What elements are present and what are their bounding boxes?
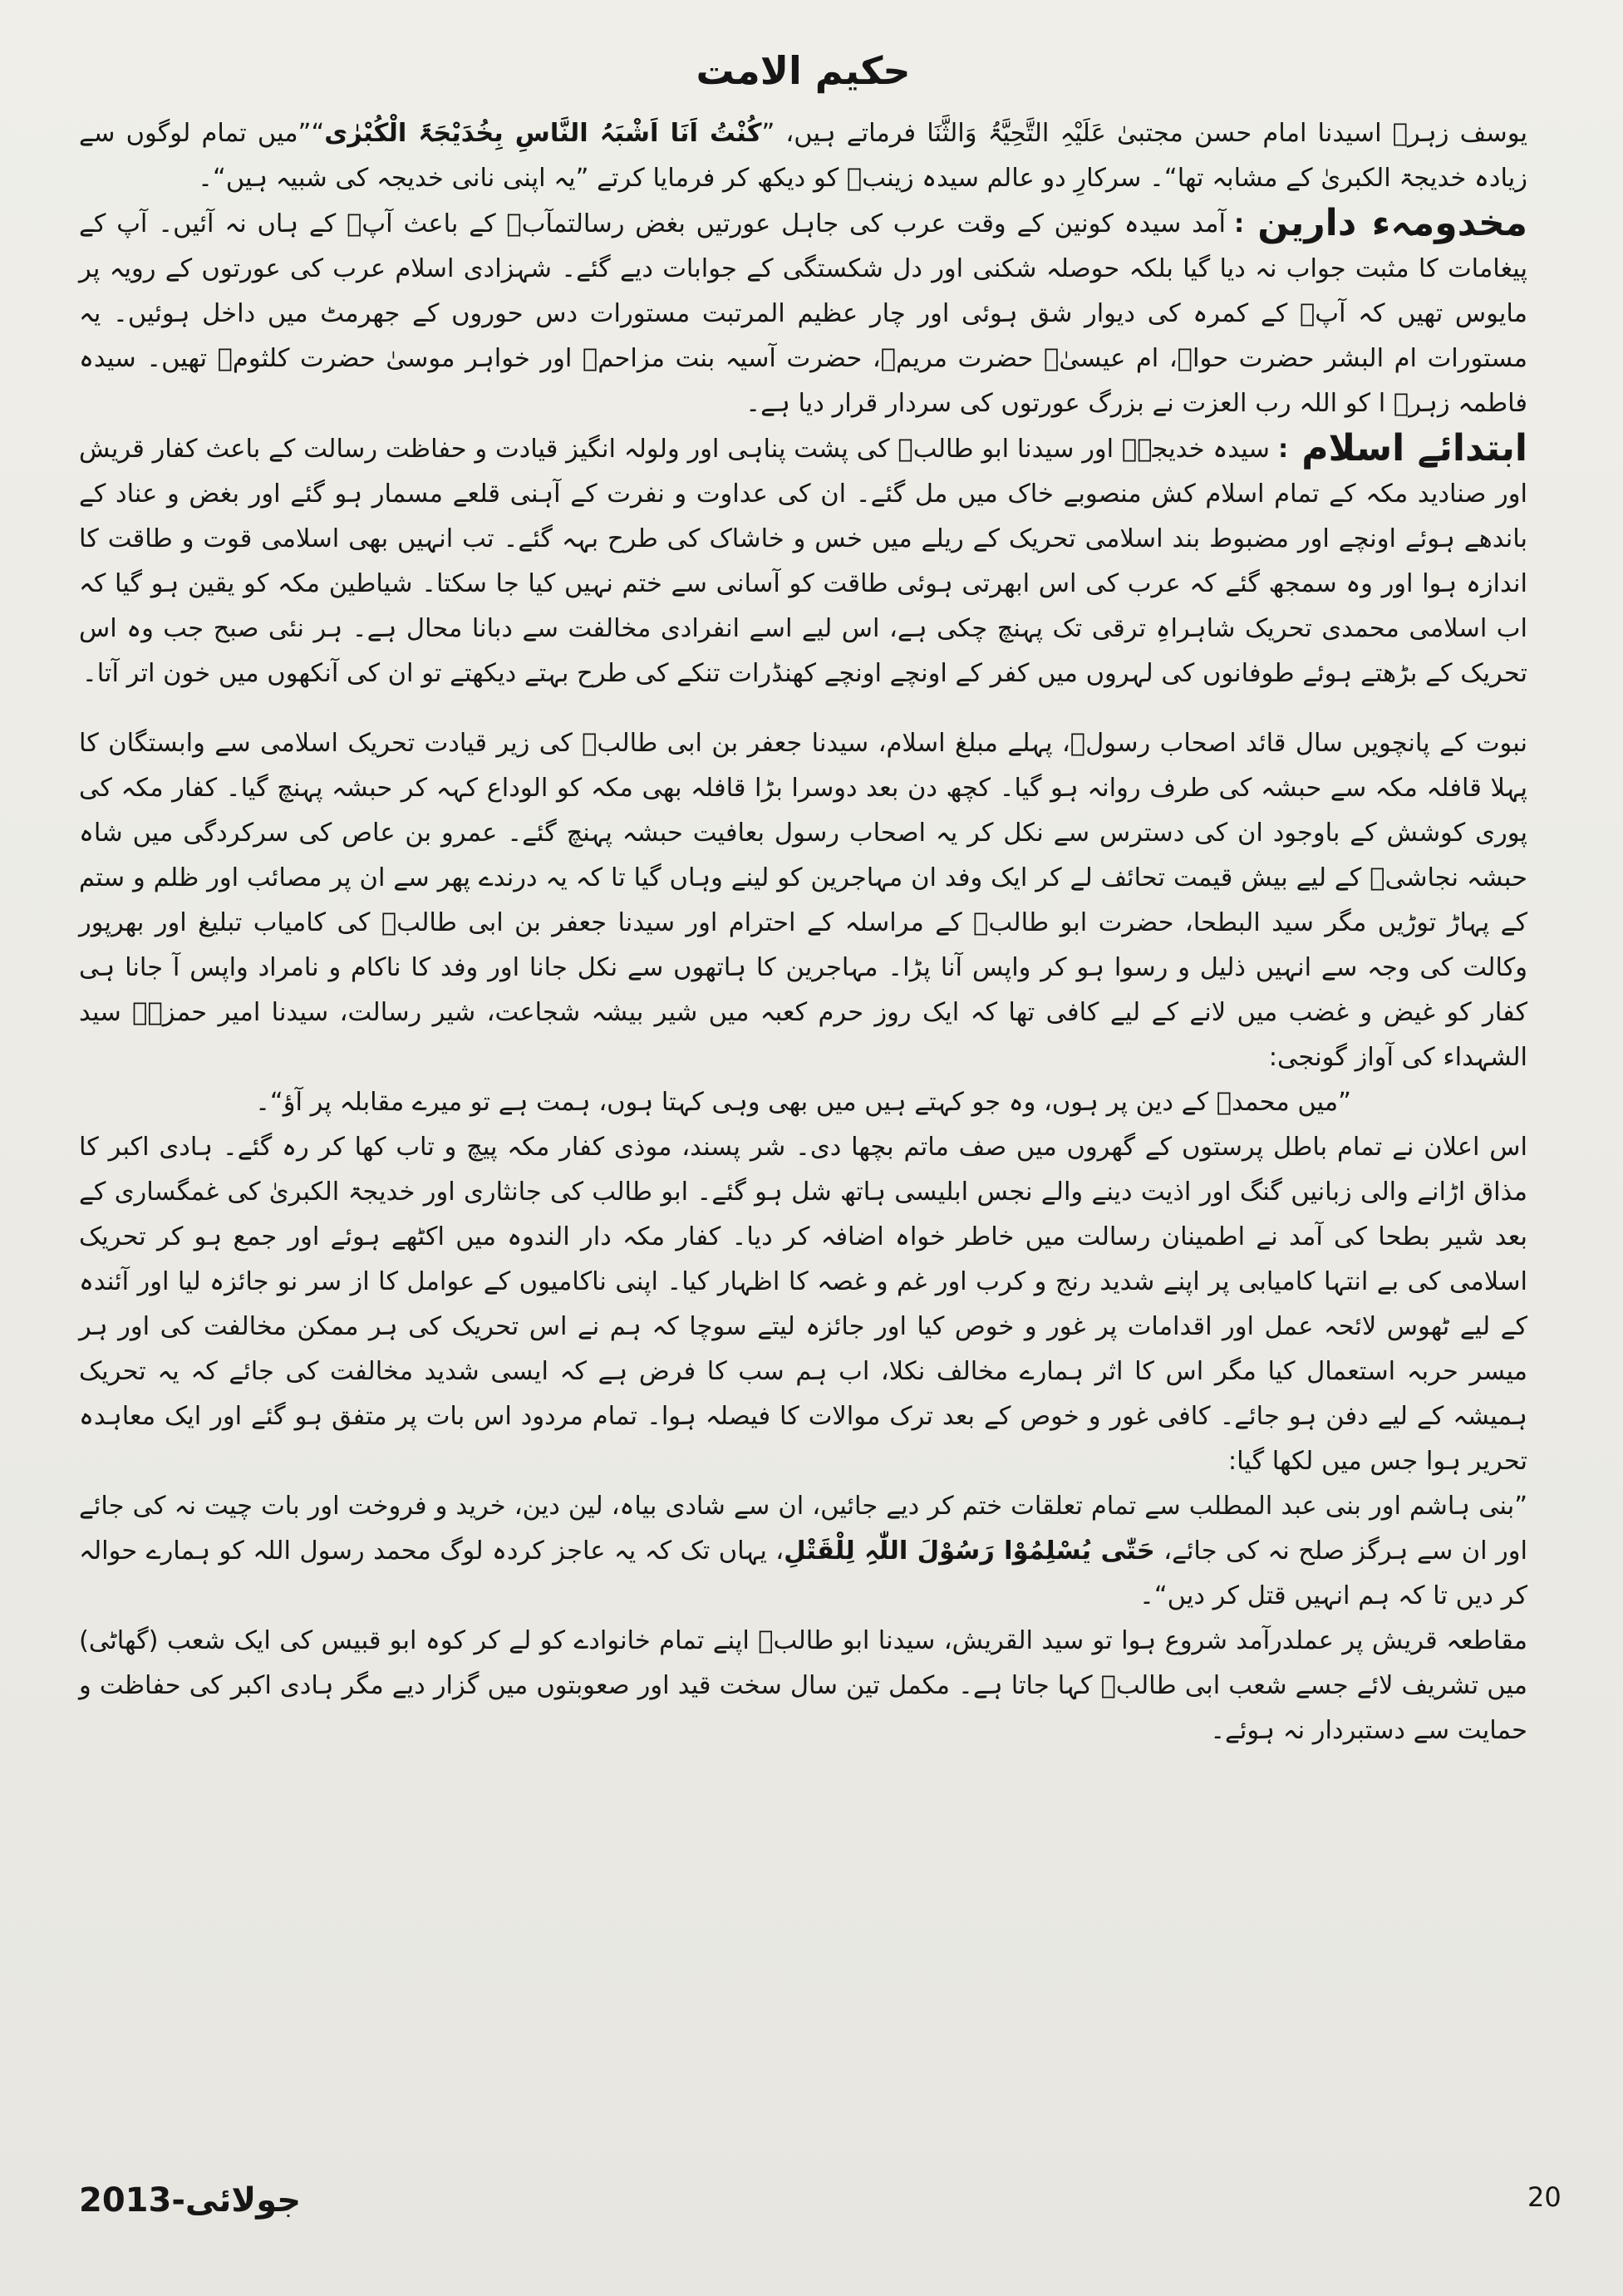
heading-separator: : — [1234, 209, 1245, 238]
section-makhdooma — [79, 201, 1527, 426]
intro-text-continued: “”میں تمام لوگوں سے زیادہ خدیجۃ الکبریٰ کے مشابہ تھا“۔ سرکارِ دو عالم سیدہ زینبؑ کو دیکھ کر فرمایا کرتے ”یہ اپنی نانی خدیجہ کی شبیہ ہیں“۔ — [79, 119, 1527, 193]
treaty-text: ”بنی ہاشم اور بنی عبد المطلب سے تمام تعلقات ختم کر دیے جائیں، ان سے شادی بیاہ، لین دین، خرید و فروخت اور بات چیت نہ کی جائے اور ان سے ہرگز صلح نہ کی جائے، — [79, 1492, 1527, 1566]
paragraph-hijrat: نبوت کے پانچویں سال قائد اصحاب رسولؐ، پہلے مبلغ اسلام، سیدنا جعفر بن ابی طالبؑ کی زیر قیادت تحریک اسلامی سے وابستگان کا پہلا قافلہ مکہ سے حبشہ کی طرف روانہ ہو گیا۔ کچھ دن بعد دوسرا بڑا قافلہ بھی مکہ کو الوداع کہہ کر حبشہ پہنچ گیا۔ کفار مکہ کی پوری کوشش کے باوجود ان کی دسترس سے نکل کر یہ اصحاب رسول بعافیت حبشہ پہنچ گئے۔ عمرو بن عاص کی سرکردگی میں شاہ حبشہ نجاشیؓ کے لیے بیش قیمت تحائف لے کر ایک وفد ان مہاجرین کو لینے وہاں گیا تا کہ یہ درندے پھر سے ان پر مصائب اور ظلم و ستم کے پہاڑ توڑیں مگر سید البطحا، حضرت ابو طالبؑ کے مراسلہ کے احترام اور سیدنا جعفر بن ابی طالبؑ کی کامیاب تبلیغ اور بھرپور وکالت کی وجہ سے انہیں ذلیل و رسوا ہو کر واپس آنا پڑا۔ مہاجرین کا ہاتھوں سے نکل جانا اور وفد کا ناکام و نامراد واپس آ جانا ہی کفار کو غیض و غضب میں لانے کے لیے کافی تھا کہ ایک روز حرم کعبہ میں شیر بیشہ شجاعت، شیر رسالت، سیدنا امیر حمزہؑ سید الشہداء کی آواز گونجی: — [79, 729, 1527, 1072]
intro-paragraph — [79, 111, 1527, 201]
paragraph-boycott: مقاطعہ قریش پر عملدرآمد شروع ہوا تو سید القریش، سیدنا ابو طالبؑ اپنے تمام خانوادے کو لے کر کوہ ابو قبیس کی ایک شعب (گھاٹی) میں تشریف لائے جسے شعب ابی طالبؑ کہا جاتا ہے۔ مکمل تین سال سخت قید اور صعوبتوں میں گزار دیے مگر ہادی اکبر کی حفاظت و حمایت سے دستبردار نہ ہوئے۔ — [79, 1626, 1527, 1745]
section-heading-makhdooma: مخدومہء دارین — [1257, 202, 1528, 244]
issue-date: جولائی-2013 — [79, 2181, 302, 2220]
section-paragraph-ibtida: سیدہ خدیجہؑ اور سیدنا ابو طالبؑ کی پشت پناہی اور ولولہ انگیز قیادت و حفاظت رسالت کے باعث کفار قریش اور صنادید مکہ کے تمام اسلام کش منصوبے خاک میں مل گئے۔ ان کی عداوت و نفرت کے آہنی قلعے مسمار ہو گئے اور بغض و عناد کے باندھے ہوئے اونچے اور مضبوط بند اسلامی تحریک کے ریلے میں خس و خاشاک کی طرح بہہ گئے۔ تب انہیں بھی اسلامی قوت و طاقت کا اندازہ ہوا اور وہ سمجھ گئے کہ عرب کی اس ابھرتی ہوئی طاقت کو آسانی سے ختم نہیں کیا جا سکتا۔ شیاطین مکہ کو یقین ہو گیا کہ اب اسلامی محمدی تحریک شاہراہِ ترقی تک پہنچ چکی ہے، اس لیے اسے انفرادی مخالفت سے دبانا محال ہے۔ ہر نئی صبح جب وہ اس تحریک کے بڑھتے ہوئے طوفانوں کی لہروں میں کفر کے اونچے اونچے کھنڈرات تنکے کی طرح بہتے دیکھتے تو ان کی آنکھوں میں خون اتر آتا۔ — [79, 435, 1527, 688]
paragraph-reaction: اس اعلان نے تمام باطل پرستوں کے گھروں میں صف ماتم بچھا دی۔ شر پسند، موذی کفار مکہ پیچ و تاب کھا کر رہ گئے۔ ہادی اکبر کا مذاق اڑانے والی زبانیں گنگ اور اذیت دینے والے نجس ابلیسی ہاتھ شل ہو گئے۔ ابو طالب کی جانثاری اور خدیجۃ الکبریٰ کی غمگساری کے بعد شیر بطحا کی آمد نے اطمینان رسالت میں خاطر خواہ اضافہ کر دیا۔ کفار مکہ دار الندوہ میں اکٹھے ہوئے اور جمع ہو کر تحریک اسلامی کی بے انتہا کامیابی پر اپنے شدید رنج و کرب اور غم و غصہ کا اظہار کیا۔ اپنی ناکامیوں کے عوامل کا از سر نو جائزہ لیا اور آئندہ کے لیے ٹھوس لائحہ عمل اور اقدامات پر غور و خوص کیا اور جائزہ لیتے سوچا کہ ہم نے اس تحریک کی ہر ممکن مخالفت کی اور ہر میسر حربہ استعمال کیا مگر اس کا اثر ہمارے مخالف نکلا، اب ہم سب کا فرض ہے کہ ایسی شدید مخالفت کی جائے کہ یہ تحریک ہمیشہ کے لیے دفن ہو جائے۔ کافی غور و خوص کے بعد ترک موالات کا فیصلہ ہوا۔ تمام مردود اس بات پر متفق ہو گئے اور ایک معاہدہ تحریر ہوا جس میں لکھا گیا: — [79, 1133, 1527, 1476]
treaty-arabic: حَتّٰی یُسْلِمُوْا رَسُوْلَ اللّٰہِ لِلْقَتْلِ — [784, 1536, 1155, 1566]
treaty-quote — [79, 1484, 1527, 1619]
page-footer — [0, 2181, 1623, 2231]
section-paragraph-makhdooma: آمد سیدہ کونین کے وقت عرب کی جاہل عورتیں بغض رسالتمآبؐ کے باعث آپؑ کے ہاں نہ آئیں۔ آپ کے پیغامات کا مثبت جواب نہ دیا گیا بلکہ حوصلہ شکنی اور دل شکستگی کے جوابات دیے گئے۔ شہزادی اسلام عرب کی عورتوں کے رویہ پر مایوس تھیں کہ آپؑ کے کمرہ کی دیوار شق ہوئی اور چار عظیم المرتبت مستورات دس حوروں کے جھرمٹ میں داخل ہوئیں۔ یہ مستورات ام البشر حضرت حواؑ، ام عیسیٰؑ حضرت مریمؑ، حضرت آسیہ بنت مزاحمؑ اور خواہر موسیٰ حضرت کلثومؑ تھیں۔ سیدہ فاطمہ زہرؑ ا کو اللہ رب العزت نے بزرگ عورتوں کی سردار قرار دیا ہے۔ — [79, 209, 1527, 418]
article-body — [79, 111, 1527, 1753]
treaty-text-continued: ، یہاں تک کہ یہ عاجز کردہ لوگ محمد رسول اللہ کو ہمارے حوالہ کر دیں تا کہ ہم انہیں قتل کر دیں“۔ — [79, 1536, 1527, 1610]
section-ibtida — [79, 426, 1527, 696]
hamza-quote: ”میں محمدؐ کے دین پر ہوں، وہ جو کہتے ہیں میں بھی وہی کہتا ہوں، ہمت ہے تو میرے مقابلہ پر آؤ“۔ — [255, 1088, 1351, 1117]
page-title: حکیم الامت — [696, 48, 911, 93]
section-heading-ibtida: ابتدائے اسلام — [1301, 427, 1527, 470]
page-number: 20 — [1527, 2181, 1562, 2213]
arabic-quote: کُنْتُ اَنَا اَشْبَہُ النَّاسِ بِخُدَیْجَۃَ الْکُبْرٰی — [324, 119, 762, 148]
intro-text: یوسف زہرؑ اسیدنا امام حسن مجتبیٰ عَلَیْہِ التَّحِیَّۃُ وَالثَّنَا فرماتے ہیں، ” — [761, 119, 1527, 148]
heading-separator: : — [1278, 435, 1289, 464]
